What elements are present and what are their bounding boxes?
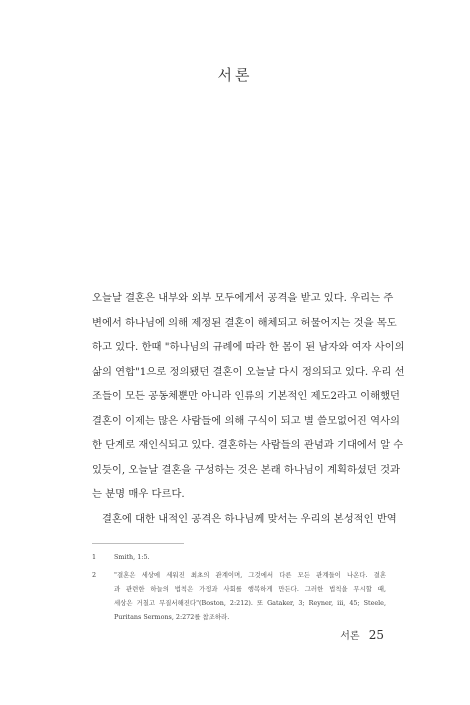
body-line: 삶의 연합"1으로 정의됐던 결혼이 오늘날 다시 정의되고 있다. 우리 선: [92, 365, 405, 378]
footnote-line: Smith, 1:5.: [114, 553, 150, 561]
body-line: 한 단계로 재인식되고 있다. 결혼하는 사람들의 관념과 기대에서 알 수: [92, 439, 404, 451]
body-line: 하고 있다. 한때 "하나님의 규례에 따라 한 몸이 된 남자와 여자 사이의: [92, 341, 405, 353]
body-line: 결혼에 대한 내적인 공격은 하나님께 맞서는 우리의 본성적인 반역: [102, 512, 397, 525]
footnote-line: 세상은 거칠고 무질서해진다"(Boston, 2:212). 또 Gataker, 3; Reyner, iii, 45; Steele,: [114, 599, 386, 607]
body-line: 있듯이, 오늘날 결혼을 구성하는 것은 본래 하나님이 계획하셨던 것과: [92, 463, 400, 476]
footnote: [92, 568, 386, 624]
footnote-line: Puritans Sermons, 2:272를 참조하라.: [114, 613, 230, 621]
body-text: [92, 286, 405, 531]
footnote-number: 2: [92, 571, 97, 579]
footnote-line: 과 관련한 하늘의 법칙은 가정과 사회를 행복하게 만든다. 그러한 법칙을 무시할 때,: [114, 585, 386, 593]
body-line: 조들이 모든 공동체뿐만 아니라 인류의 기본적인 제도2라고 이해했던: [92, 390, 400, 402]
footnote-text: [114, 568, 386, 624]
body-line: 변에서 하나님에 의해 제정된 결혼이 해체되고 허물어지는 것을 목도: [92, 316, 397, 329]
footnote-text: [114, 550, 386, 564]
body-line: 결혼이 이제는 많은 사람들에 의해 구식이 되고 별 쓸모없어진 역사의: [92, 414, 400, 427]
footnote-line: "결혼은 세상에 세워진 최초의 관계이며, 그것에서 다른 모든 관계들이 나온다. 결혼: [114, 571, 386, 579]
footnote-number: 1: [92, 553, 97, 561]
body-line: 는 분명 매우 다르다.: [92, 488, 185, 500]
running-footer-section: 서론: [340, 631, 360, 642]
footnote: [92, 550, 386, 564]
page-number: 25: [368, 628, 384, 642]
body-line: 오늘날 결혼은 내부와 외부 모두에게서 공격을 받고 있다. 우리는 주: [92, 292, 394, 304]
footnote-divider: [92, 543, 184, 544]
page-footer: [340, 627, 384, 642]
footnotes: [92, 550, 386, 624]
page-title: 서론: [217, 66, 253, 84]
